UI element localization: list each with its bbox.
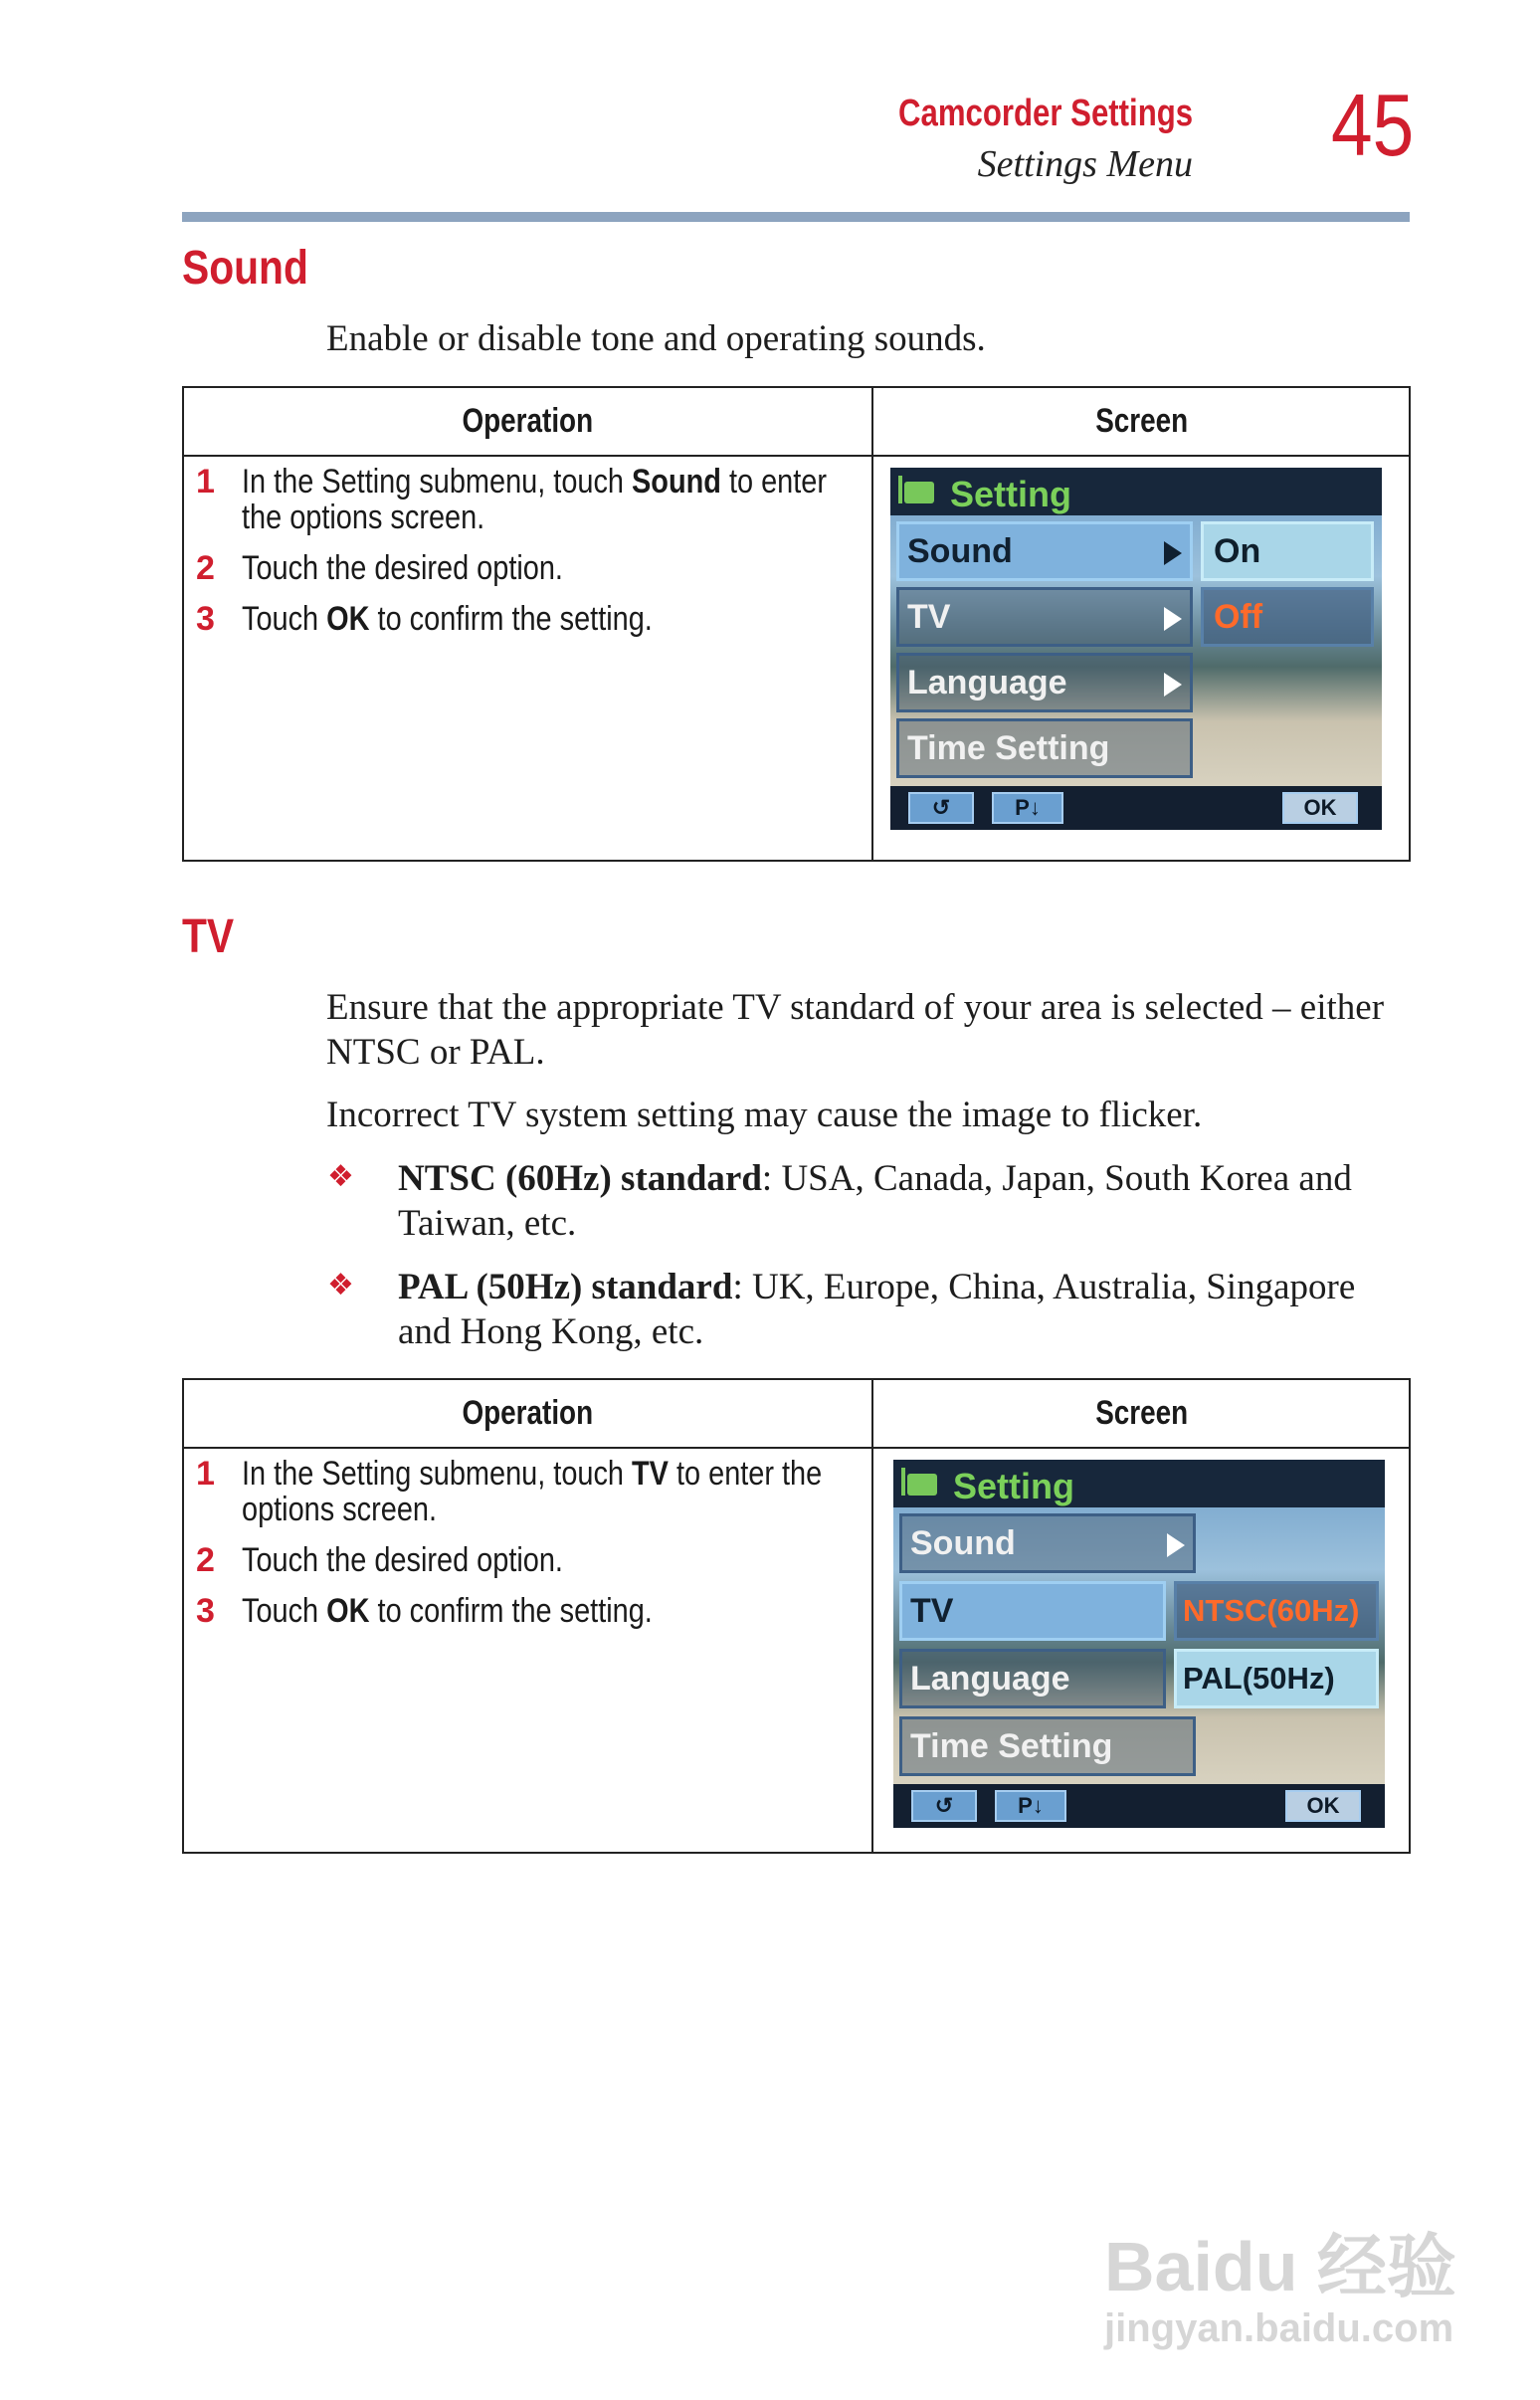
step-item: 1 In the Setting submenu, touch TV to enter the options screen. — [196, 1455, 823, 1528]
tv-heading: TV — [182, 910, 235, 963]
step-item: 2 Touch the desired option. — [196, 549, 563, 587]
arrow-right-icon — [1164, 673, 1182, 697]
option-off[interactable]: Off — [1201, 587, 1374, 647]
operation-header: Operation — [462, 1394, 594, 1432]
header-rule — [182, 212, 1410, 222]
menu-item-sound[interactable]: Sound — [896, 521, 1193, 581]
step-item: 3 Touch OK to confirm the setting. — [196, 600, 653, 638]
arrow-right-icon — [1164, 541, 1182, 565]
menu-item-language[interactable]: Language — [896, 653, 1193, 712]
screen-title: Setting — [953, 1466, 1074, 1506]
step-item: 3 Touch OK to confirm the setting. — [196, 1592, 653, 1630]
setting-icon — [907, 1474, 937, 1496]
page-number: 45 — [1331, 76, 1415, 174]
ok-button[interactable]: OK — [1285, 1790, 1361, 1822]
sound-description: Enable or disable tone and operating sounds. — [326, 318, 986, 359]
menu-item-time-setting[interactable]: Time Setting — [896, 718, 1193, 778]
menu-item-language[interactable]: Language — [899, 1649, 1166, 1708]
step-item: 2 Touch the desired option. — [196, 1541, 563, 1579]
ok-button[interactable]: OK — [1282, 792, 1358, 824]
baidu-watermark-url: jingyan.baidu.com — [1104, 2306, 1454, 2350]
screen-bottom-bar — [890, 786, 1382, 830]
screen-title: Setting — [950, 474, 1071, 514]
tv-paragraph-1: Ensure that the appropriate TV standard of your area is selected – either NTSC or PAL. — [326, 987, 1385, 1073]
table-header-rule — [184, 1447, 1409, 1449]
back-button[interactable]: ↺ — [908, 792, 974, 824]
page-button[interactable]: P↓ — [992, 792, 1063, 824]
arrow-right-icon — [1167, 1533, 1185, 1557]
option-ntsc[interactable]: NTSC(60Hz) — [1174, 1581, 1379, 1641]
sound-steps — [196, 464, 863, 652]
bullet-pal: PAL (50Hz) standard: UK, Europe, China, Australia, Singapore and Hong Kong, etc. — [398, 1267, 1356, 1352]
chapter-title: Camcorder Settings — [897, 93, 1193, 134]
page-button[interactable]: P↓ — [995, 1790, 1066, 1822]
operation-header: Operation — [462, 402, 594, 440]
menu-item-time-setting[interactable]: Time Setting — [899, 1716, 1196, 1776]
table-header-rule — [184, 455, 1409, 457]
bullet-icon: ❖ — [327, 1159, 354, 1194]
setting-icon — [904, 482, 934, 503]
menu-item-tv[interactable]: TV — [899, 1581, 1166, 1641]
screen-title-bar — [893, 1460, 1385, 1507]
baidu-watermark-logo: Baidu 经验 — [1104, 2228, 1456, 2305]
sound-table — [182, 386, 1411, 862]
menu-item-tv[interactable]: TV — [896, 587, 1193, 647]
step-item: 1 In the Setting submenu, touch Sound to enter the options screen. — [196, 463, 827, 536]
screen-header: Screen — [1095, 402, 1189, 440]
screen-header: Screen — [1095, 1394, 1189, 1432]
camcorder-screen-tv — [893, 1460, 1385, 1828]
arrow-right-icon — [1164, 607, 1182, 631]
camcorder-screen-sound — [890, 468, 1382, 830]
back-button[interactable]: ↺ — [911, 1790, 977, 1822]
section-title: Settings Menu — [977, 143, 1193, 185]
sound-heading: Sound — [182, 242, 308, 295]
screen-bottom-bar — [893, 1784, 1385, 1828]
bullet-ntsc: NTSC (60Hz) standard: USA, Canada, Japan, South Korea and Taiwan, etc. — [398, 1158, 1352, 1244]
tv-steps — [196, 1456, 863, 1644]
menu-item-sound[interactable]: Sound — [899, 1513, 1196, 1573]
option-on[interactable]: On — [1201, 521, 1374, 581]
option-pal[interactable]: PAL(50Hz) — [1174, 1649, 1379, 1708]
screen-title-bar — [890, 468, 1382, 515]
tv-paragraph-2: Incorrect TV system setting may cause the image to flicker. — [326, 1095, 1203, 1135]
bullet-icon: ❖ — [327, 1268, 354, 1302]
tv-table — [182, 1378, 1411, 1854]
